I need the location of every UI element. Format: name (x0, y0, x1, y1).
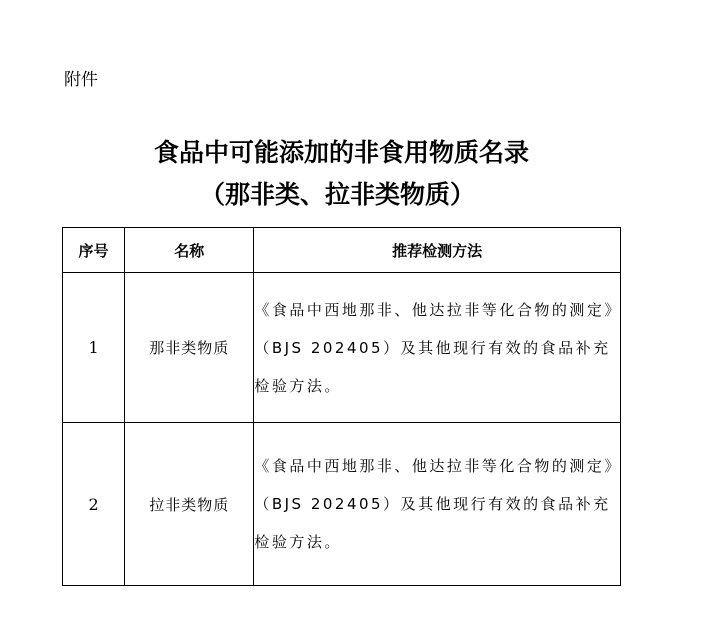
substance-name: 那非类物质 (125, 273, 254, 423)
header-method: 推荐检测方法 (254, 228, 621, 273)
table-row (63, 273, 621, 423)
row-number: 1 (63, 273, 125, 423)
substance-table (62, 227, 621, 586)
detection-method: 《食品中西地那非、他达拉非等化合物的测定》（BJS 202405）及其他现行有效的食品补充检验方法。 (254, 273, 621, 423)
table-header-row (63, 228, 621, 273)
substance-name: 拉非类物质 (125, 423, 254, 586)
document-subtitle: （那非类、拉非类物质） (199, 180, 475, 209)
header-name: 名称 (125, 228, 254, 273)
attachment-label: 附件 (64, 70, 98, 90)
detection-method: 《食品中西地那非、他达拉非等化合物的测定》（BJS 202405）及其他现行有效的食品补充检验方法。 (254, 423, 621, 586)
document-title: 食品中可能添加的非食用物质名录 (153, 138, 529, 167)
table-row (63, 423, 621, 586)
row-number: 2 (63, 423, 125, 586)
header-no: 序号 (63, 228, 125, 273)
